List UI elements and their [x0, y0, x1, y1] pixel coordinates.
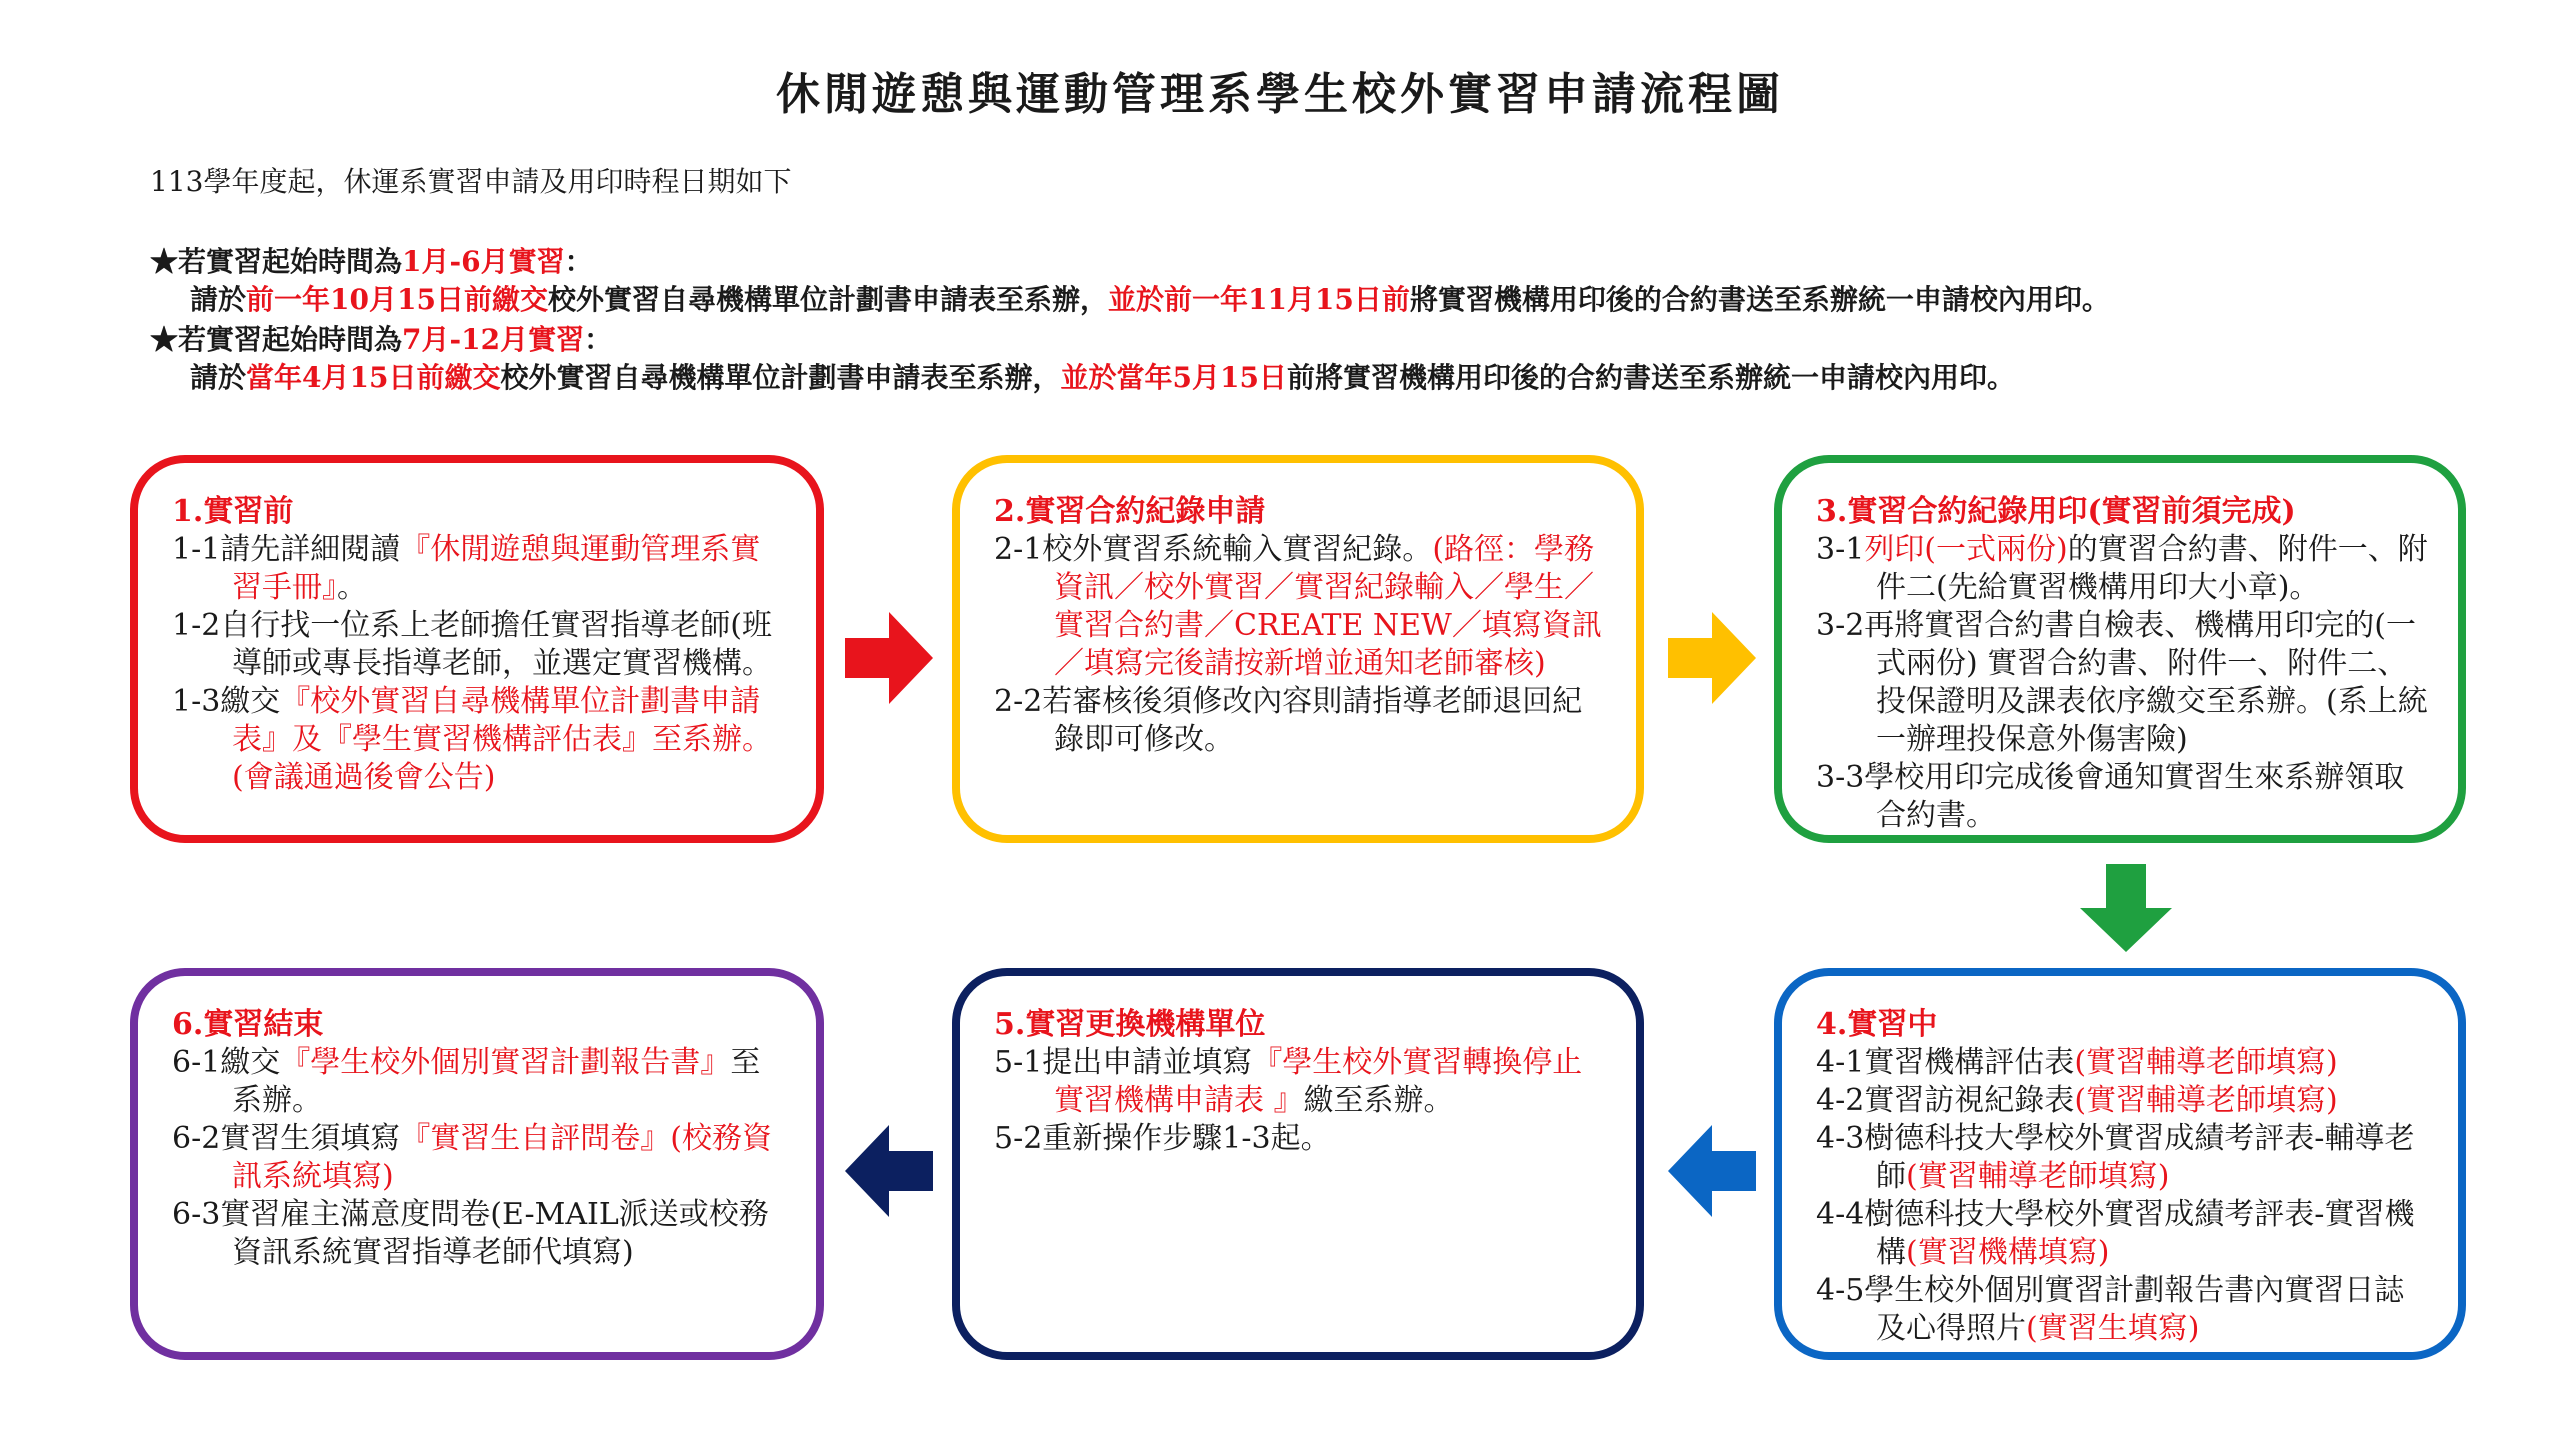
period-1-detail: 請於前一年10月15日前繳交校外實習自尋機構單位計劃書申請表至系辦，並於前一年11月15日前將實習機構用印後的合約書送至系辦統一申請校內用印。	[190, 283, 2110, 316]
step-6-item-2: 6-2實習生須填寫『實習生自評問卷』(校務資訊系統填寫)	[172, 1121, 773, 1194]
arrow-left-icon	[845, 1125, 933, 1217]
arrow-right-icon	[845, 612, 933, 704]
step-6-box	[130, 968, 824, 1360]
step-4-item-2: 4-2實習訪視紀錄表(實習輔導老師填寫)	[1816, 1083, 2338, 1118]
step-2-title: 2.實習合約紀錄申請	[994, 494, 1266, 529]
step-1-item-3: 1-3繳交『校外實習自尋機構單位計劃書申請表』及『學生實習機構評估表』至系辦。(會議通過後會公告)	[172, 684, 772, 795]
intro-text: 113學年度起，休運系實習申請及用印時程日期如下	[150, 165, 792, 198]
arrow-left-icon	[1668, 1125, 1756, 1217]
step-4-item-1: 4-1實習機構評估表(實習輔導老師填寫)	[1816, 1045, 2338, 1080]
step-4-box	[1774, 968, 2466, 1360]
step-5-item-2: 5-2重新操作步驟1-3起。	[994, 1121, 1331, 1156]
step-1-item-2: 1-2自行找一位系上老師擔任實習指導老師(班導師或專長指導老師，並選定實習機構。	[172, 608, 773, 681]
period-2-heading: ★若實習起始時間為7月-12月實習：	[150, 323, 613, 356]
step-5-item-1: 5-1提出申請並填寫『學生校外實習轉換停止實習機構申請表 』繳至系辦。	[994, 1045, 1583, 1118]
step-6-title: 6.實習結束	[172, 1007, 324, 1042]
period-2-detail: 請於當年4月15日前繳交校外實習自尋機構單位計劃書申請表至系辦，並於當年5月15日前將實習機構用印後的合約書送至系辦統一申請校內用印。	[190, 361, 2015, 394]
step-5-box	[952, 968, 1644, 1360]
step-4-title: 4.實習中	[1816, 1007, 1938, 1042]
step-4-item-5: 4-5學生校外個別實習計劃報告書內實習日誌及心得照片(實習生填寫)	[1816, 1273, 2405, 1346]
step-1-title: 1.實習前	[172, 494, 294, 529]
step-3-title: 3.實習合約紀錄用印(實習前須完成)	[1816, 494, 2296, 529]
step-2-item-2: 2-2若審核後須修改內容則請指導老師退回紀錄即可修改。	[994, 684, 1583, 757]
step-3-item-3: 3-3學校用印完成後會通知實習生來系辦領取合約書。	[1816, 760, 2405, 833]
step-2-item-1: 2-1校外實習系統輸入實習紀錄。(路徑：學務資訊／校外實習／實習紀錄輸入／學生／實習合約書／CREATE NEW／填寫資訊／填寫完後請按新增並通知老師審核)	[994, 532, 1602, 681]
step-2-box	[952, 455, 1644, 843]
step-1-box	[130, 455, 824, 843]
step-3-item-1: 3-1列印(一式兩份)的實習合約書、附件一、附件二(先給實習機構用印大小章)。	[1816, 532, 2428, 605]
step-1-item-1: 1-1請先詳細閱讀『休閒遊憩與運動管理系實習手冊』。	[172, 532, 761, 605]
step-3-item-2: 3-2再將實習合約書自檢表、機構用印完的(一式兩份) 實習合約書、附件一、附件二、投保證明及課表依序繳交至系辦。(系上統一辦理投保意外傷害險)	[1816, 608, 2428, 757]
step-6-item-1: 6-1繳交『學生校外個別實習計劃報告書』至系辦。	[172, 1045, 761, 1118]
step-4-item-3: 4-3樹德科技大學校外實習成績考評表-輔導老師(實習輔導老師填寫)	[1816, 1121, 2415, 1194]
step-5-title: 5.實習更換機構單位	[994, 1007, 1266, 1042]
arrow-down-icon	[2080, 864, 2172, 952]
period-1-heading: ★若實習起始時間為1月-6月實習：	[150, 245, 593, 278]
page-title: 休閒遊憩與運動管理系學生校外實習申請流程圖	[776, 69, 1784, 120]
arrow-right-icon	[1668, 612, 1756, 704]
step-3-box	[1774, 455, 2466, 843]
step-6-item-3: 6-3實習雇主滿意度問卷(E-MAIL派送或校務資訊系統實習指導老師代填寫)	[172, 1197, 769, 1270]
step-4-item-4: 4-4樹德科技大學校外實習成績考評表-實習機構(實習機構填寫)	[1816, 1197, 2415, 1270]
